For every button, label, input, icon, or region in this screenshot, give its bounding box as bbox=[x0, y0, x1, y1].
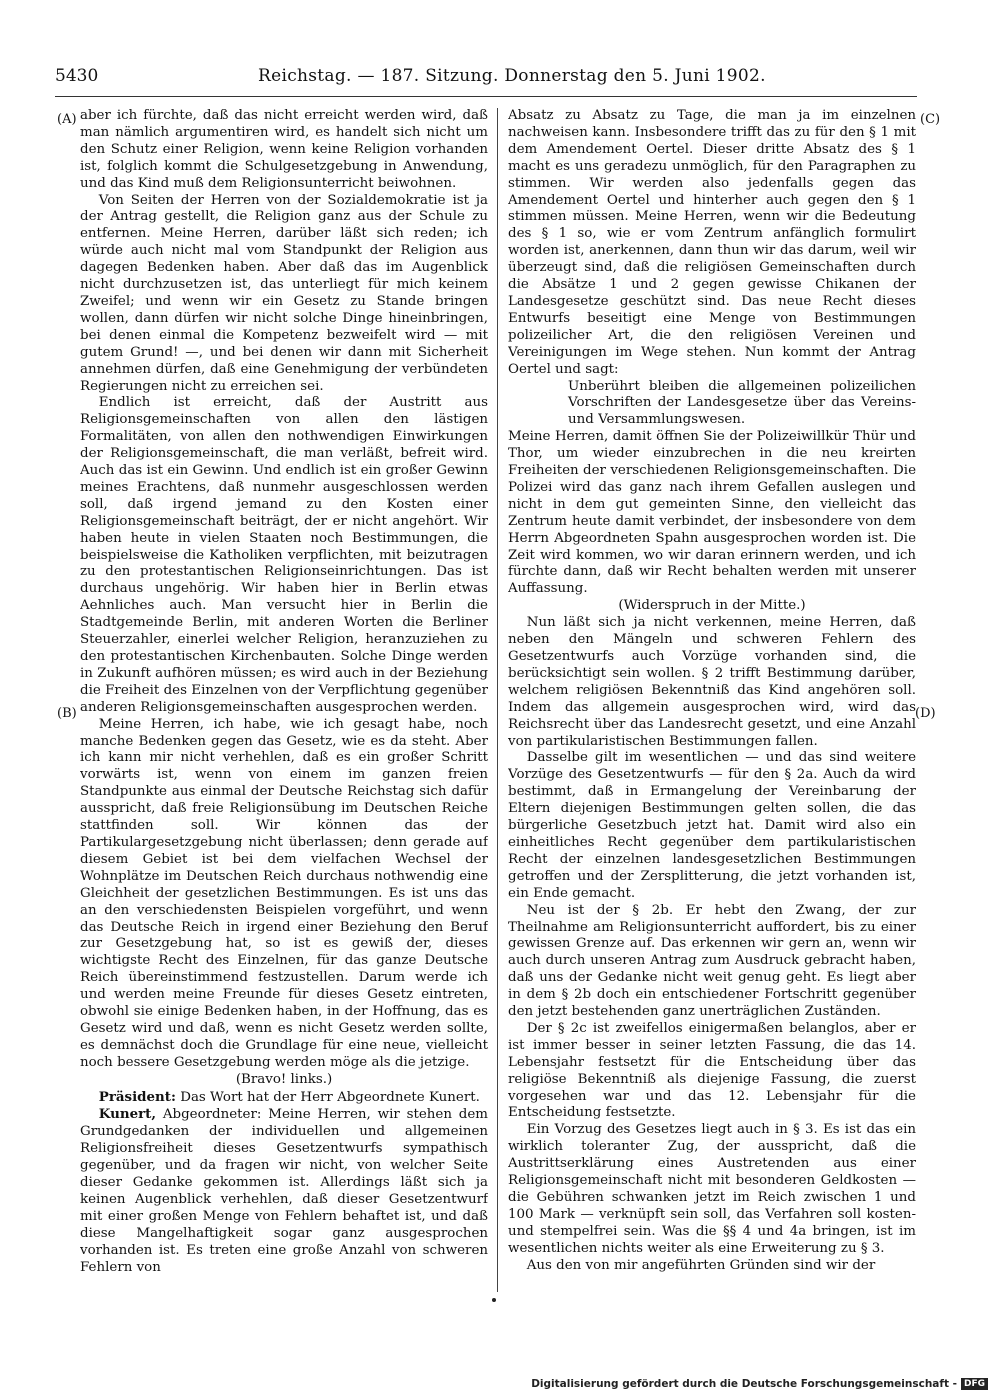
interjection: (Widerspruch in der Mitte.) bbox=[618, 598, 806, 614]
speaker-label: Kunert, bbox=[98, 1106, 156, 1123]
quoted-motion: Unberührt bleiben die allgemeinen polizeilichen Vorschriften der Landesgesetze über das Vereins- und Versammlungswesen. bbox=[568, 378, 916, 428]
left-column bbox=[80, 108, 488, 1292]
paragraph: Dasselbe gilt im wesentlichen — und das sind weitere Vorzüge des Gesetzentwurfs — für den § 2a. Auch da wird bestimmt, daß in Ermangelung der Vereinbarung der Eltern diejenigen Bestimmungen gelten sollen, die das bürgerliche Gesetzbuch jetzt hat. Damit wird also ein einheitliches Recht gegenüber dem partikularistischen Recht der einzelnen landesgesetzlichen Bestimmungen getroffen und der Zersplitterung, die jetzt vorhanden ist, ein Ende gemacht. bbox=[508, 750, 916, 901]
paragraph: Meine Herren, damit öffnen Sie der Polizeiwillkür Thür und Thor, um wieder einzubrechen in die neu kreirten Freiheiten der verschiedenen Religionsgemeinschaften. Die Polizei wird das ganz nach ihrem Gefallen auslegen und nicht in dem gut gemeinten Sinne, den vielleicht das Zentrum heute damit verbindet, der insbesondere von dem Herrn Abgeordneten Spahn ausgesprochen worden ist. Die Zeit wird kommen, wo wir daran erinnern werden, und ich fürchte dann, daß wir Recht behalten werden mit unserer Auffassung. bbox=[508, 429, 916, 597]
header-rule bbox=[55, 96, 917, 97]
margin-marker-c: (C) bbox=[920, 112, 941, 127]
paragraph: Endlich ist erreicht, daß der Austritt aus Religionsgemeinschaften von allen den lästigen Formalitäten, von allen den nothwendigen Einwirkungen der Religionsgemeinschaft, die man verläßt, befreit wird. Auch das ist ein Gewinn. Und endlich ist ein großer Gewinn meines Erachtens, daß nunmehr ausgeschlossen werden soll, daß irgend jemand zu den Kosten einer Religionsgemeinschaft beiträgt, der er nicht angehört. Wir haben heute in vielen Staaten noch Bestimmungen, die beispielsweise die Katholiken verpflichten, mit beizutragen zu den protestantischen Religionseinrichtungen. Das ist durchaus ungehörig. Wir haben hier in Berlin etwas Aehnliches auch. Man versucht hier in Berlin die Stadtgemeinde Berlin, mit anderen Worten die Berliner Steuerzahler, einerlei welcher Religion, heranzuziehen zu den protestantischen Kirchenbauten. Solche Dinge werden in Zukunft aufhören müssen; es wird auch in der Beziehung die Freiheit des Einzelnen von der Verpflichtung gegenüber anderen Religionsgemeinschaften ausgesprochen werden. bbox=[80, 395, 488, 715]
interjection: (Bravo! links.) bbox=[235, 1071, 333, 1087]
paragraph: Meine Herren, ich habe, wie ich gesagt habe, noch manche Bedenken gegen das Gesetz, wie es da steht. Aber ich kann mir nicht verhehlen, daß es ein großer Schritt vorwärts ist, wenn von einem im ganzen freien Standpunkte aus einmal der Deutsche Reichstag sich dafür ausspricht, daß freie Religionsübung im Deutschen Reiche stattfinden soll. Wir können das der Partikulargesetzgebung nicht überlassen; denn gerade auf diesem Gebiet ist bei dem vielfachen Wechsel der Wohnplätze im Deutschen Reich durchaus nothwendig eine Gleichheit der gesetzlichen Bestimmungen. Es ist uns das an den verschiedensten Beispielen vorgeführt, und wenn das Deutsche Reich in irgend einer Beziehung den Beruf zur Gesetzgebung hat, so ist es gewiß der, dieses wichtigste Recht des Einzelnen, für das ganze Deutsche Reich übereinstimmend festzustellen. Darum werde ich und werden meine Freunde für dieses Gesetz eintreten, obwohl sie einige Bedenken haben, in der Hoffnung, das es Gesetz wird und daß, wenn es nicht Gesetz werden sollte, es demnächst doch die Grundlage für eine neue, vielleicht noch bessere Gesetzgebung werden möge als die jetzige. bbox=[80, 716, 488, 1070]
paragraph: Der § 2c ist zweifellos einigermaßen belanglos, aber er ist immer besser in seiner letzten Fassung, die das 14. Lebensjahr festsetzt für die Entscheidung über das religiöse Bekenntniß als diejenige Fassung, die zuerst vorgesehen war und das 12. Lebensjahr für die Entscheidung festsetzte. bbox=[508, 1020, 916, 1121]
page-header bbox=[55, 66, 915, 90]
footer bbox=[531, 1378, 988, 1390]
column-divider bbox=[497, 108, 498, 1292]
speech-text: Das Wort hat der Herr Abgeordnete Kunert. bbox=[180, 1089, 480, 1105]
speaker-label: Präsident: bbox=[98, 1088, 176, 1105]
right-column bbox=[508, 108, 916, 1292]
page-number: 5430 bbox=[55, 66, 99, 86]
kunert-speech bbox=[80, 1106, 488, 1276]
dfg-logo-icon: DFG bbox=[961, 1378, 988, 1390]
running-title: Reichstag. — 187. Sitzung. Donnerstag den 5. Juni 1902. bbox=[258, 66, 766, 86]
paragraph: Aus den von mir angeführten Gründen sind wir der bbox=[526, 1257, 876, 1273]
margin-marker-d: (D) bbox=[915, 706, 936, 721]
footer-text: Digitalisierung gefördert durch die Deutsche Forschungsgemeinschaft - bbox=[531, 1378, 957, 1390]
margin-marker-b: (B) bbox=[57, 706, 77, 721]
president-statement bbox=[80, 1089, 488, 1107]
paragraph: aber ich fürchte, daß das nicht erreicht werden wird, daß man nämlich argumentiren wird, es handelt sich nicht um den Schutz einer Religion, wenn keine Religion vorhanden ist, folglich kommt die Schulgesetzgebung in Anwendung, und das Kind muß dem Religionsunterricht beiwohnen. bbox=[80, 108, 488, 191]
paragraph: Nun läßt sich ja nicht verkennen, meine Herren, daß neben den Mängeln und schweren Fehlern des Gesetzentwurfs auch Vorzüge vorhanden sind, die berücksichtigt sein wollen. § 2 trifft Bestimmung darüber, welchem religiösen Bekenntniß das Kind angehören soll. Indem das allgemein ausgesprochen wird, wird das Reichsrecht über das Landesrecht gesetzt, und eine Anzahl von partikularistischen Bestimmungen fallen. bbox=[508, 615, 916, 749]
paragraph: Ein Vorzug des Gesetzes liegt auch in § 3. Es ist das ein wirklich toleranter Zug, der ausspricht, daß die Austrittserklärung eines Austretenden aus einer Religionsgemeinschaft nicht mit besonderen Geldkosten — die Gebühren schwanken jetzt im Reich zwischen 1 und 100 Mark — verknüpft sein soll, das Verfahren soll kosten- und stempelfrei sein. Was die §§ 4 und 4a bringen, ist im wesentlichen nichts weiter als eine Erweiterung zu § 3. bbox=[508, 1122, 916, 1256]
speech-text: Abgeordneter: Meine Herren, wir stehen dem Grundgedanken der individuellen und allgemeinen Religionsfreiheit dieses Gesetzentwurfs sympathisch gegenüber, und da fragen wir nicht, von welcher Seite dieser Gedanke gekommen ist. Allerdings läßt sich ja keinen Augenblick verhehlen, daß dieser Gesetzentwurf mit einer großen Menge von Fehlern behaftet ist, und daß diese Mangelhaftigkeit sogar ganz ausgesprochen vorhanden ist. Es treten eine große Anzahl von schweren Fehlern von bbox=[80, 1107, 488, 1275]
paragraph: Neu ist der § 2b. Er hebt den Zwang, der zur Theilnahme am Religionsunterricht auffordert, bis zu einer gewissen Grenze auf. Das erkennen wir gern an, wenn wir auch durch unseren Antrag zum Ausdruck gebracht haben, daß uns der Gedanke nicht weit genug geht. Es liegt aber in dem § 2b doch ein entschiedener Fortschritt gegenüber den jetzt bestehenden ganz unerträglichen Zuständen. bbox=[508, 902, 916, 1020]
margin-marker-a: (A) bbox=[57, 112, 77, 127]
paragraph: Absatz zu Absatz zu Tage, die man ja im einzelnen nachweisen kann. Insbesondere trifft das zu für den § 1 mit dem Amendement Oertel. Dieser dritte Absatz des § 1 macht es uns geradezu unmöglich, für den Paragraphen zu stimmen. Wir werden also jedenfalls gegen das Amendement Oertel und hinterher auch gegen den § 1 stimmen müssen. Meine Herren, wenn wir die Bedeutung des § 1 so, wie er vom Zentrum anfänglich formulirt worden ist, anerkennen, dann thun wir das darum, weil wir überzeugt sind, daß die religiösen Gemeinschaften durch die Absätze 1 und 2 gegen gewisse Chikanen der Landesgesetze geschützt sind. Das neue Recht dieses Entwurfs beseitigt eine Menge von Bestimmungen polizeilicher Art, die den religiösen Vereinen und Vereinigungen im Wege stehen. Nun kommt der Antrag Oertel und sagt: bbox=[508, 108, 916, 377]
page-dot bbox=[492, 1298, 496, 1302]
paragraph: Von Seiten der Herren von der Sozialdemokratie ist ja der Antrag gestellt, die Religion ganz aus der Schule zu entfernen. Meine Herren, darüber läßt sich reden; ich würde auch nicht mal vom Standpunkt der Religion aus dagegen Bedenken haben. Aber daß das im Augenblick nicht durchzusetzen ist, das unterliegt für mich keinem Zweifel; und wenn wir ein Gesetz zu Stande bringen wollen, dann dürfen wir nicht solche Dinge hineinbringen, bei denen einmal die Kompetenz bezweifelt wird — mit gutem Grund! —, und bei denen wir dann mit Sicherheit annehmen dürfen, daß eine Genehmigung der verbündeten Regierungen nicht zu erreichen sei. bbox=[80, 192, 488, 394]
